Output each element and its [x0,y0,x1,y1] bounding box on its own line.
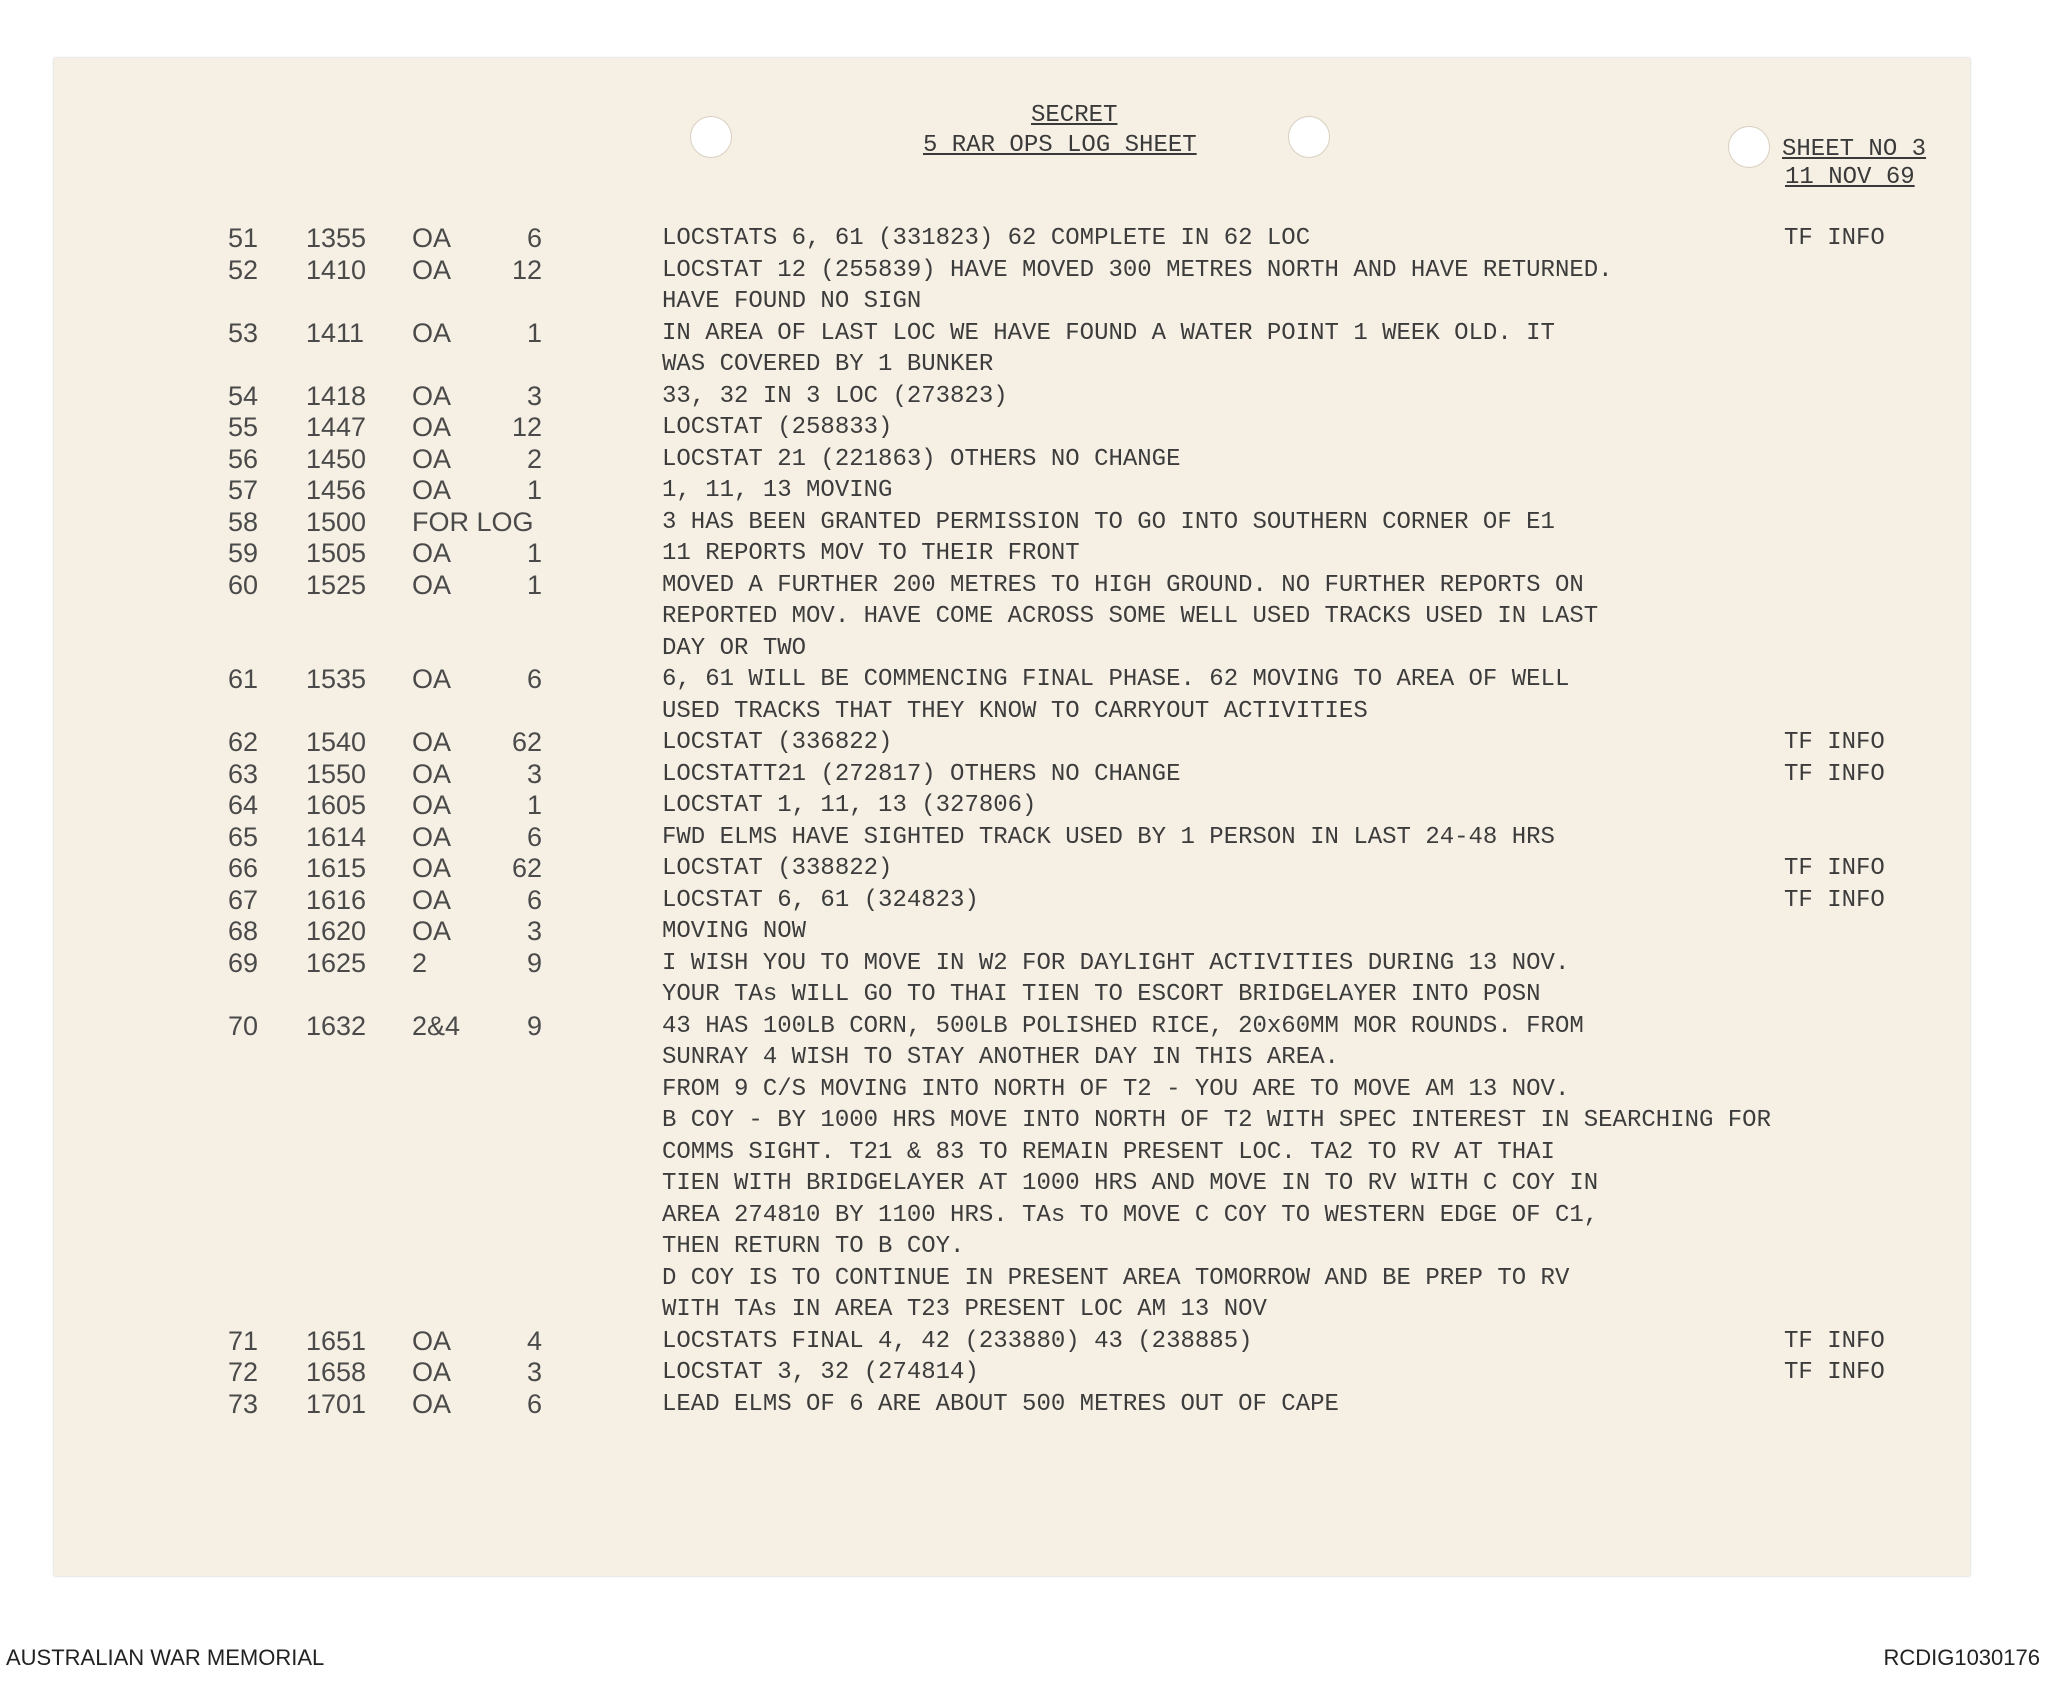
from-cell: OA [412,254,452,285]
time-cell: 1355 [306,223,367,253]
message-line: FROM 9 C/S MOVING INTO NORTH OF T2 - YOU ARE TO MOVE AM 13 NOV. [662,1075,1570,1103]
message-line: 11 REPORTS MOV TO THEIR FRONT [662,540,1080,567]
message-line: LOCSTAT (258833) [662,414,893,441]
to-cell: 9 [526,1010,542,1041]
to-cell: 3 [526,1357,542,1387]
serial-number: 53 [228,317,259,348]
time-cell: 1651 [306,1325,367,1356]
to-cell: 6 [526,223,542,253]
time-cell: 1535 [306,664,367,694]
serial-number: 66 [228,853,259,883]
message-line: 3 HAS BEEN GRANTED PERMISSION TO GO INTO SOUTHERN CORNER OF E1 [662,508,1555,536]
time-cell: 1632 [306,1010,367,1041]
message-line: LEAD ELMS OF 6 ARE ABOUT 500 METRES OUT OF CAPE [662,1390,1339,1418]
from-cell: OA [412,664,452,694]
to-cell: 1 [526,538,542,568]
serial-number: 64 [228,790,259,820]
message-line: 6, 61 WILL BE COMMENCING FINAL PHASE. 62 MOVING TO AREA OF WELL [662,666,1570,693]
sheet-number: SHEET NO 3 [1782,136,1927,163]
from-cell: OA [412,412,452,442]
from-cell: OA [412,821,452,852]
message-line: LOCSTAT (336822) [662,729,893,756]
message-line: LOCSTAT (338822) [662,855,893,882]
serial-number: 57 [228,475,259,505]
message-line: REPORTED MOV. HAVE COME ACROSS SOME WELL USED TRACKS USED IN LAST [662,603,1599,630]
punch-hole-left [690,116,732,158]
to-cell: 6 [526,664,542,694]
to-cell: 3 [526,916,542,946]
message-line: SUNRAY 4 WISH TO STAY ANOTHER DAY IN THIS AREA. [662,1044,1339,1071]
message-line: MOVING NOW [662,918,807,945]
serial-number: 69 [228,947,259,978]
classification-header: SECRET [1031,102,1118,129]
to-cell: 4 [526,1325,542,1356]
message-line: COMMS SIGHT. T21 & 83 TO REMAIN PRESENT LOC. TA2 TO RV AT THAI [662,1138,1555,1166]
time-cell: 1411 [306,317,365,348]
message-line: 1, 11, 13 MOVING [662,477,893,504]
from-cell: OA [412,223,452,253]
serial-number: 70 [228,1010,259,1041]
serial-number: 60 [228,569,259,600]
to-cell: 62 [511,727,542,757]
to-cell: 1 [526,790,542,820]
message-line: LOCSTAT 6, 61 (324823) [662,886,979,914]
action-cell: TF INFO [1784,886,1885,914]
to-cell: 1 [526,475,542,505]
to-cell: 3 [526,758,542,789]
time-cell: 1658 [306,1357,367,1387]
message-line: AREA 274810 BY 1100 HRS. TAs TO MOVE C COY TO WESTERN EDGE OF C1, [662,1201,1599,1229]
from-cell: OA [412,538,452,568]
from-cell: OA [412,380,452,411]
action-cell: TF INFO [1784,729,1885,756]
serial-number: 51 [228,223,259,253]
message-line: MOVED A FURTHER 200 METRES TO HIGH GROUND. NO FURTHER REPORTS ON [662,571,1584,599]
serial-number: 58 [228,506,259,537]
from-cell: OA [412,475,452,505]
time-cell: 1525 [306,569,367,600]
from-cell: OA [412,1325,452,1356]
serial-number: 71 [228,1325,259,1356]
message-line: WAS COVERED BY 1 BUNKER [662,351,994,378]
message-line: THEN RETURN TO B COY. [662,1233,965,1260]
message-line: USED TRACKS THAT THEY KNOW TO CARRYOUT ACTIVITIES [662,697,1368,725]
message-line: YOUR TAs WILL GO TO THAI TIEN TO ESCORT BRIDGELAYER INTO POSN [662,981,1541,1008]
serial-number: 61 [228,664,259,694]
to-cell: 6 [526,884,542,915]
message-line: LOCSTATT21 (272817) OTHERS NO CHANGE [662,760,1181,788]
message-line: D COY IS TO CONTINUE IN PRESENT AREA TOMORROW AND BE PREP TO RV [662,1264,1570,1292]
message-line: I WISH YOU TO MOVE IN W2 FOR DAYLIGHT ACTIVITIES DURING 13 NOV. [662,949,1570,977]
from-cell: OA [412,916,452,946]
from-cell: 2 [412,947,428,978]
serial-number: 73 [228,1388,259,1419]
serial-number: 55 [228,412,259,442]
from-cell: OA [412,1357,452,1387]
to-cell: 3 [526,380,542,411]
from-cell: 2&4 [412,1010,461,1041]
message-line: HAVE FOUND NO SIGN [662,288,922,315]
serial-number: 63 [228,758,259,789]
sheet-date: 11 NOV 69 [1785,164,1915,191]
action-cell: TF INFO [1784,225,1885,252]
serial-number: 56 [228,443,259,474]
serial-number: 68 [228,916,259,946]
message-line: LOCSTAT 21 (221863) OTHERS NO CHANGE [662,445,1181,473]
serial-number: 54 [228,380,259,411]
message-line: 33, 32 IN 3 LOC (273823) [662,382,1008,410]
time-cell: 1456 [306,475,367,505]
serial-number: 59 [228,538,259,568]
time-cell: 1614 [306,821,367,852]
from-cell: OA [412,1388,452,1419]
serial-number: 72 [228,1357,259,1387]
footer-record-id: RCDIG1030176 [1883,1645,2040,1670]
from-cell: FOR LOG [412,506,534,537]
to-cell: 12 [511,412,542,442]
message-line: FWD ELMS HAVE SIGHTED TRACK USED BY 1 PERSON IN LAST 24-48 HRS [662,823,1555,851]
message-line: IN AREA OF LAST LOC WE HAVE FOUND A WATER POINT 1 WEEK OLD. IT [662,319,1555,347]
to-cell: 12 [511,254,542,285]
time-cell: 1550 [306,758,367,789]
to-cell: 2 [526,443,542,474]
message-line: 43 HAS 100LB CORN, 500LB POLISHED RICE, 20x60MM MOR ROUNDS. FROM [662,1012,1584,1040]
from-cell: OA [412,443,452,474]
time-cell: 1418 [306,380,367,411]
action-cell: TF INFO [1784,760,1885,788]
message-line: LOCSTAT 3, 32 (274814) [662,1359,979,1386]
time-cell: 1500 [306,506,367,537]
time-cell: 1450 [306,443,367,474]
serial-number: 52 [228,254,259,285]
time-cell: 1447 [306,412,367,442]
time-cell: 1616 [306,884,367,915]
message-line: LOCSTATS 6, 61 (331823) 62 COMPLETE IN 62 LOC [662,225,1311,252]
action-cell: TF INFO [1784,1327,1885,1355]
to-cell: 1 [526,317,542,348]
to-cell: 6 [526,821,542,852]
from-cell: OA [412,758,452,789]
time-cell: 1615 [306,853,367,883]
from-cell: OA [412,853,452,883]
time-cell: 1605 [306,790,367,820]
time-cell: 1620 [306,916,367,946]
from-cell: OA [412,884,452,915]
from-cell: OA [412,727,452,757]
message-line: LOCSTATS FINAL 4, 42 (233880) 43 (238885) [662,1327,1253,1355]
footer-archive-name: AUSTRALIAN WAR MEMORIAL [6,1645,325,1670]
action-cell: TF INFO [1784,855,1885,882]
to-cell: 62 [511,853,542,883]
time-cell: 1410 [306,254,367,285]
punch-hole-center [1288,116,1330,158]
from-cell: OA [412,317,452,348]
message-line: TIEN WITH BRIDGELAYER AT 1000 HRS AND MOVE IN TO RV WITH C COY IN [662,1170,1599,1197]
log-sheet-title: 5 RAR OPS LOG SHEET [923,132,1197,159]
serial-number: 65 [228,821,259,852]
message-line: DAY OR TWO [662,634,807,662]
to-cell: 6 [526,1388,542,1419]
to-cell: 9 [526,947,542,978]
action-cell: TF INFO [1784,1359,1885,1386]
time-cell: 1540 [306,727,367,757]
from-cell: OA [412,569,452,600]
time-cell: 1625 [306,947,367,978]
serial-number: 67 [228,884,259,915]
to-cell: 1 [526,569,542,600]
message-line: B COY - BY 1000 HRS MOVE INTO NORTH OF T2 WITH SPEC INTEREST IN SEARCHING FOR [662,1107,1771,1134]
message-line: LOCSTAT 12 (255839) HAVE MOVED 300 METRES NORTH AND HAVE RETURNED. [662,256,1613,284]
time-cell: 1701 [306,1388,367,1419]
serial-number: 62 [228,727,259,757]
punch-hole-right [1728,126,1770,168]
message-line: WITH TAs IN AREA T23 PRESENT LOC AM 13 NOV [662,1296,1267,1323]
time-cell: 1505 [306,538,367,568]
from-cell: OA [412,790,452,820]
message-line: LOCSTAT 1, 11, 13 (327806) [662,792,1037,819]
